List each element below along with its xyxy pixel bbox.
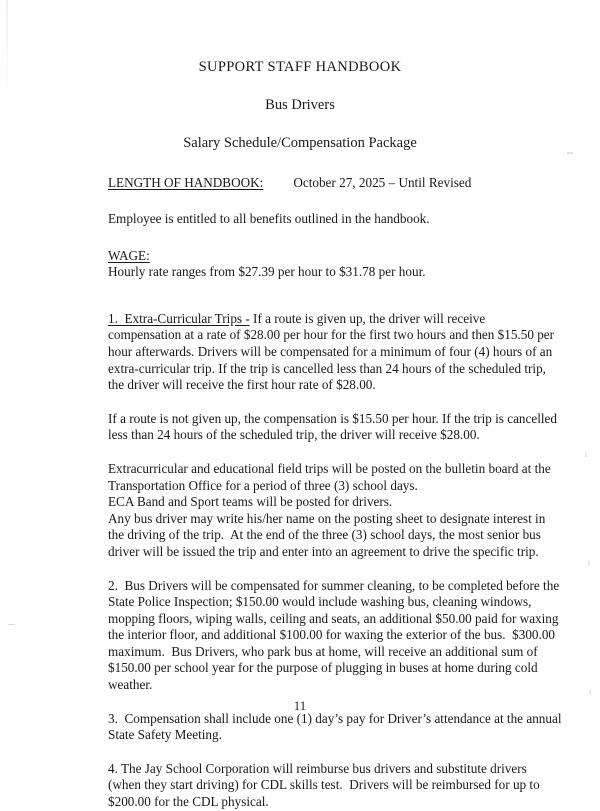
title-block [0, 0, 600, 152]
clause-4-cdl-reimbursement [108, 760, 540, 811]
clause-2-line-7: weather. [108, 677, 153, 693]
clause-2-line-3: mopping floors, wiping walls, ceiling and seats, an additional $50.00 paid for waxing [108, 610, 559, 626]
clause-1-extra-curricular-trips [108, 310, 555, 394]
length-of-handbook-line [108, 175, 500, 191]
clause-4-line-3: $200.00 for the CDL physical. [108, 794, 269, 810]
document-subtitle-secondary: Salary Schedule/Compensation Package [183, 135, 417, 151]
posting-line-1: Extracurricular and educational field trips will be posted on the bulletin board at the [108, 460, 551, 476]
wage-range: Hourly rate ranges from $27.39 per hour to $31.78 per hour. [108, 264, 426, 280]
length-of-handbook-label: LENGTH OF HANDBOOK: [108, 175, 264, 190]
document-body [108, 175, 562, 811]
posting-procedure-block [108, 460, 551, 561]
clause-2-line-6: $150.00 per school year for the purpose of plugging in buses at home during cold [108, 660, 538, 676]
posting-line-2: Transportation Office for a period of three (3) school days. [108, 477, 418, 493]
clause-2-line-4: the interior floor, and additional $100.00 for waxing the exterior of the bus. $300.00 [108, 627, 556, 643]
clause-2-summer-cleaning [108, 577, 560, 694]
page-number: 11 [293, 698, 307, 713]
clause-1-line-4: extra-curricular trip. If the trip is cancelled less than 24 hours of the scheduled trip, [108, 360, 546, 376]
posting-line-4: Any bus driver may write his/her name on the posting sheet to designate interest in [108, 510, 546, 526]
clause-1b-route-not-given-up [108, 410, 557, 444]
clause-3-line-2: State Safety Meeting. [108, 727, 222, 743]
clause-3-state-safety-meeting [108, 710, 562, 744]
length-of-handbook-value: October 27, 2025 – Until Revised [293, 175, 472, 190]
clause-4-line-2: (when they start driving) for CDL skills test. Drivers will be reimbursed for up to [108, 777, 540, 793]
clause-1-line-2: compensation at a rate of $28.00 per hour for the first two hours and then $15.50 per [108, 327, 555, 343]
clause-2-line-5: maximum. Bus Drivers, who park bus at home, will receive an additional sum of [108, 643, 538, 659]
posting-line-6: driver will be issued the trip and enter into an agreement to drive the specific trip. [108, 543, 539, 559]
benefits-note: Employee is entitled to all benefits outlined in the handbook. [108, 211, 430, 226]
clause-4-line-1: 4. The Jay School Corporation will reimburse bus drivers and substitute drivers [108, 760, 527, 776]
document-subtitle: Bus Drivers [265, 97, 335, 113]
wage-section [108, 248, 500, 281]
page-title: SUPPORT STAFF HANDBOOK [198, 59, 402, 75]
clause-1b-line-2: less than 24 hours of the scheduled trip, the driver will receive $28.00. [108, 427, 480, 443]
clause-2-line-2: State Police Inspection; $150.00 would include washing bus, cleaning windows, [108, 594, 532, 610]
posting-line-3: ECA Band and Sport teams will be posted for drivers. [108, 494, 393, 510]
clause-1-line-5: the driver will receive the first hour rate of $28.00. [108, 377, 376, 393]
clause-3-line-1: 3. Compensation shall include one (1) day’s pay for Driver’s attendance at the annual [108, 710, 562, 726]
clause-1-label: 1. Extra-Curricular Trips - [108, 310, 250, 326]
clause-1-line-3: hour afterwards. Drivers will be compensated for a minimum of four (4) hours of an [108, 343, 553, 359]
clause-1-line-1: If a route is given up, the driver will receive [249, 310, 486, 326]
clause-1b-line-1: If a route is not given up, the compensation is $15.50 per hour. If the trip is cancelled [108, 410, 557, 426]
clause-2-line-1: 2. Bus Drivers will be compensated for summer cleaning, to be completed before the [108, 577, 560, 593]
wage-heading: WAGE: [108, 247, 150, 263]
posting-line-5: the driving of the trip. At the end of the three (3) school days, the most senior bus [108, 527, 541, 543]
